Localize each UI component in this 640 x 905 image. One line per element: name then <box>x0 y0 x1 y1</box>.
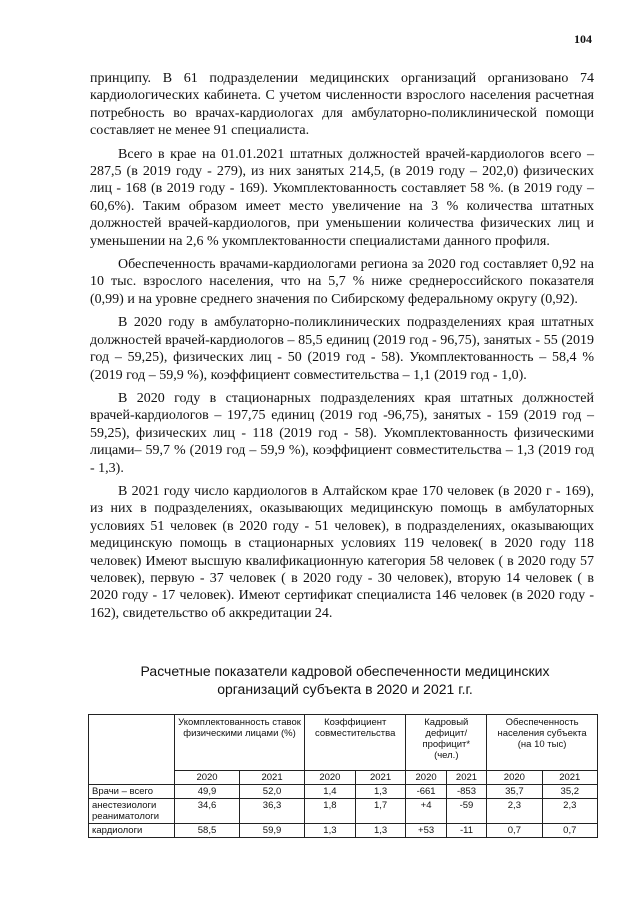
table-cell: 2,3 <box>542 799 597 824</box>
table-cell: +53 <box>406 824 446 838</box>
table-row <box>89 799 598 824</box>
table-cell: 1,3 <box>355 824 406 838</box>
row-label: анестезиологи реаниматологи <box>89 799 175 824</box>
table-cell: -11 <box>446 824 486 838</box>
year-header: 2020 <box>175 771 240 785</box>
year-header: 2020 <box>406 771 446 785</box>
table-cell: 2,3 <box>487 799 542 824</box>
paragraph: В 2020 году в амбулаторно-поликлинических подразделениях края штатных должностей врачей-кардиологов – 85,5 единиц (2019 год - 96,75), занятых - 55 (2019 год – 59,25), физических лиц - 50 (2019 год - 58). Укомплектованность – 58,4 % (2019 год – 59,9 %), коэффициент совместительства – 1,1 (2019 год - 1,0). <box>90 315 594 383</box>
year-header: 2021 <box>240 771 305 785</box>
paragraph: принципу. В 61 подразделении медицинских организаций организовано 74 кардиологических кабинета. С учетом численности взрослого населения расчетная потребность во врачах-кардиологах для амбулаторно-поликлинической помощи составляет не менее 91 специалиста. <box>90 71 594 139</box>
year-header: 2021 <box>355 771 406 785</box>
staffing-table <box>88 714 598 838</box>
year-header: 2020 <box>487 771 542 785</box>
column-group-header: Обеспеченность населения субъекта (на 10 тыс) <box>487 715 598 771</box>
table-cell: 59,9 <box>240 824 305 838</box>
paragraph: В 2021 году число кардиологов в Алтайском крае 170 человек (в 2020 г - 169), из них в подразделениях, оказывающих медицинскую помощь в амбулаторных условиях 51 человек (в 2020 году - 51 человек), в подразделениях, оказывающих медицинскую помощь в стационарных условиях 119 человек( в 2020 году 118 человек) Имеют высшую квалификационную категория 58 человек ( в 2020 году 57 человек), первую - 37 человек ( в 2020 году - 30 человек), вторую 14 человек ( в 2020 году - 17 человек). Имеют сертификат специалиста 146 человек (в 2020 году - 162), свидетельство об аккредитации 24. <box>90 483 594 621</box>
table-cell: 58,5 <box>175 824 240 838</box>
table-cell: 1,3 <box>305 824 356 838</box>
table-cell: 1,3 <box>355 785 406 799</box>
table-cell: 1,8 <box>305 799 356 824</box>
table-cell: -59 <box>446 799 486 824</box>
paragraph: Всего в крае на 01.01.2021 штатных должностей врачей-кардиологов всего – 287,5 (в 2019 году - 279), из них занятых 214,5, (в 2019 году – 202,0) физических лиц - 168 (в 2019 году - 169). Укомплектованность составляет 58 %. (в 2019 году – 60,6%). Таким образом имеет место увеличение на 3 % количества штатных должностей врачей-кардиологов, при уменьшении количества физических лиц и уменьшении на 2,6 % укомплектованности специалистами данного профиля. <box>90 146 594 249</box>
row-label: кардиологи <box>89 824 175 838</box>
table-cell: 35,7 <box>487 785 542 799</box>
year-header: 2021 <box>542 771 597 785</box>
table-header-row <box>89 715 598 771</box>
column-group-header: Укомплектованность ставок физическими лицами (%) <box>175 715 305 771</box>
table-caption: Расчетные показатели кадровой обеспеченности медицинских организаций субъекта в 2020 и 2021 г.г. <box>140 663 550 697</box>
paragraph: Обеспеченность врачами-кардиологами региона за 2020 год составляет 0,92 на 10 тыс. взрослого населения, что на 5,7 % ниже среднероссийского показателя (0,99) и на уровне среднего значения по Сибирскому федеральному округу (0,92). <box>90 257 594 307</box>
table-cell: -853 <box>446 785 486 799</box>
column-group-header: Коэффициент совместительства <box>305 715 406 771</box>
body-text <box>90 70 594 622</box>
table-cell: +4 <box>406 799 446 824</box>
table-cell: 35,2 <box>542 785 597 799</box>
table-cell: -661 <box>406 785 446 799</box>
table-cell: 1,7 <box>355 799 406 824</box>
year-header: 2020 <box>305 771 356 785</box>
table-cell: 0,7 <box>487 824 542 838</box>
row-label: Врачи – всего <box>89 785 175 799</box>
table-row <box>89 824 598 838</box>
table-cell: 36,3 <box>240 799 305 824</box>
table-cell: 52,0 <box>240 785 305 799</box>
table-corner-cell <box>89 715 175 785</box>
table-cell: 49,9 <box>175 785 240 799</box>
paragraph: В 2020 году в стационарных подразделениях края штатных должностей врачей-кардиологов – 197,75 единиц (2019 год -96,75), занятых - 159 (2019 год – 59,25), физических лиц - 118 (2019 год - 58). Укомплектованность физическими лицами– 59,7 % (2019 год – 59,9 %), коэффициент совместительства – 1,3 (2019 год - 1,3). <box>90 390 594 476</box>
page-number: 104 <box>574 32 592 46</box>
table-cell: 34,6 <box>175 799 240 824</box>
table-cell: 1,4 <box>305 785 356 799</box>
table-cell: 0,7 <box>542 824 597 838</box>
year-header: 2021 <box>446 771 486 785</box>
table-row <box>89 785 598 799</box>
column-group-header: Кадровый дефицит/профицит* (чел.) <box>406 715 487 771</box>
